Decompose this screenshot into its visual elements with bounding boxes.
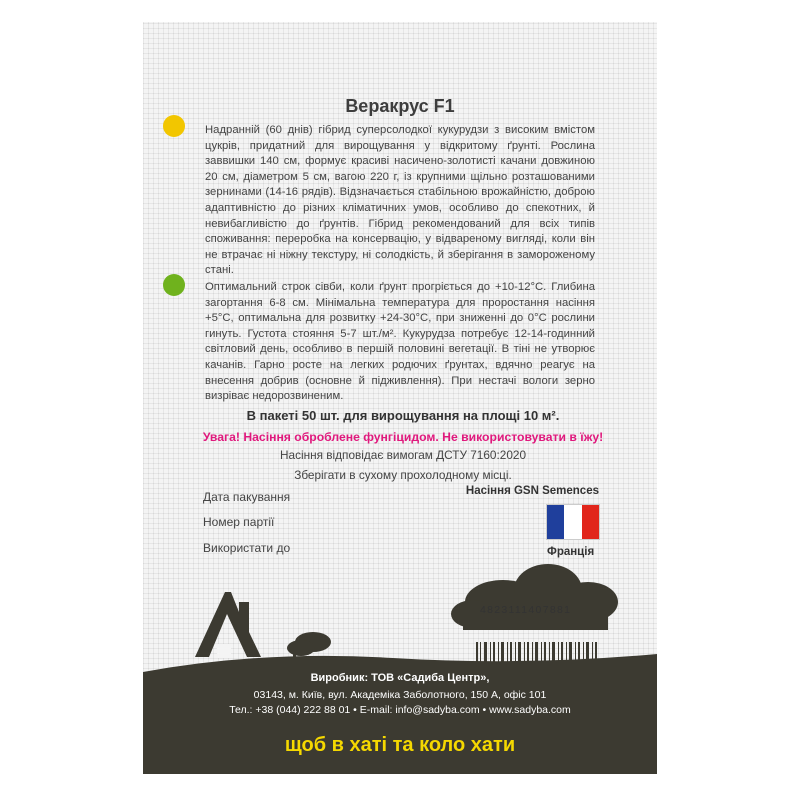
seed-packet-back xyxy=(143,22,657,774)
use-by-label: Використати до xyxy=(203,541,291,555)
house-icon xyxy=(195,592,261,658)
storage-text: Зберігати в сухому прохолодному місці. xyxy=(294,468,512,482)
product-description: Надранній (60 днів) гібрид суперсолодкої кукурудзи з високим вмістом цукрів, придатний для вирощування у відкритому ґрунті. Рослина заввишки 140 см, формує красиві насичено-золотисті качани довжиною 20 см, діаметром 5 см, вагою 220 г, із крупними щільно розташованими зернинами (14-16 рядів). Відзначається стабільною врожайністю, доброю адаптивністю до різних кліматичних умов, особливо до спекотних, й невибагливістю до ґрунтів. Гібрид рекомендований для всіх типів споживання: переробка на консервацію, у відвареному вигляді, коли він не втрачає ні ніжну текстуру, ні солодкість, й зберігання в замороженому стані. xyxy=(205,124,595,277)
france-flag-icon xyxy=(546,504,600,540)
product-title: Веракрус F1 xyxy=(345,96,455,116)
cloud-icon xyxy=(451,564,618,630)
standard-text: Насіння відповідає вимогам ДСТУ 7160:2020 xyxy=(279,448,527,462)
yellow-dot-icon xyxy=(163,115,185,137)
growing-instructions: Оптимальний строк сівби, коли ґрунт прогріється до +10-12°С. Глибина загортання 6-8 см. Мінімальна температура для проростання насіння +5°С, оптимальна для розвитку +24-30°С, при зниженні до 0°С рослини гинуть. Густота стояння 5-7 шт./м². Кукурудза потребує 12-14-годинний світловий день, особливо в першій половині вегетації. В тіні не утворює качанів. Гарно росте на легких родючих ґрунтах, вдячно реагує на внесення добрив (основне й підживлення). При нестачі вологи зерно визріває недорозвиненим. xyxy=(205,281,595,403)
quantity-line: В пакеті 50 шт. для вирощування на площі 10 м². xyxy=(246,408,560,423)
pack-date-label: Дата пакування xyxy=(203,490,291,504)
manufacturer-contacts: Тел.: +38 (044) 222 88 01 • E-mail: info@sadyba.com • www.sadyba.com xyxy=(229,704,571,716)
brand-slogan: щоб в хаті та коло хати xyxy=(284,734,516,756)
warning-text: Увага! Насіння оброблене фунгіцидом. Не використовувати в їжу! xyxy=(202,430,604,444)
green-dot-icon xyxy=(163,274,185,296)
barcode-number: 4823111407881 xyxy=(480,604,572,616)
manufacturer-name: Виробник: ТОВ «Садиба Центр», xyxy=(310,672,490,684)
manufacturer-address: 03143, м. Київ, вул. Академіка Заболотного, 150 А, офіс 101 xyxy=(253,689,547,701)
country-of-origin: Франція xyxy=(547,546,595,558)
batch-number-label: Номер партії xyxy=(203,515,275,529)
supplier-name: Насіння GSN Semences xyxy=(465,485,599,497)
